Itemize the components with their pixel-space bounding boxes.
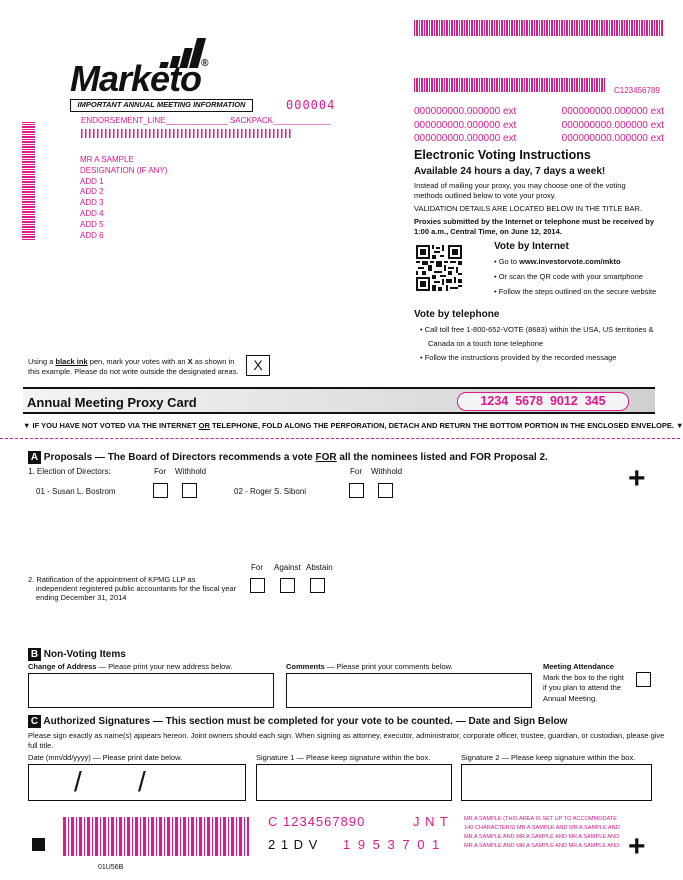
- id-barcode: [414, 78, 606, 92]
- postnet-barcode: [81, 129, 291, 138]
- example-text: pen, mark your votes with an: [87, 357, 188, 366]
- column-for: For: [251, 563, 263, 572]
- attendance-line: Mark the box to the right: [543, 672, 624, 682]
- ext-value: 000000000.000000 ext: [561, 119, 664, 131]
- example-black-ink: black ink: [55, 357, 88, 366]
- example-text: as shown in: [192, 357, 235, 366]
- ext-values: [414, 105, 664, 146]
- internet-step: • Or scan the QR code with your smartphone: [494, 272, 643, 281]
- ext-value: 000000000.000000 ext: [414, 106, 517, 117]
- label-rest: — Please print your comments below.: [324, 662, 453, 671]
- footer-code-4: 1 9 5 3 7 0 1: [343, 837, 442, 852]
- date-slash: /: [138, 766, 146, 797]
- voting-deadline-2: 1:00 a.m., Central Time, on June 12, 2014.: [414, 226, 562, 236]
- label-rest: — Please print your new address below.: [96, 662, 233, 671]
- meeting-info-label: IMPORTANT ANNUAL MEETING INFORMATION: [70, 99, 253, 112]
- section-letter: A: [28, 451, 41, 464]
- address-line: ADD 4: [80, 208, 104, 218]
- address-line: ADD 3: [80, 198, 104, 208]
- voting-deadline-1: Proxies submitted by the Internet or telephone must be received by: [414, 217, 655, 226]
- address-line: ADD 5: [80, 219, 104, 229]
- fold-notice-or: OR: [198, 421, 210, 430]
- proxy-title-bar: [23, 387, 655, 414]
- vote-by-internet: [494, 241, 674, 296]
- logo: [70, 58, 207, 100]
- signature-2-input[interactable]: [461, 764, 652, 801]
- phone-step: • Call toll free 1-800-652-VOTE (8683) within the USA, US territories &: [420, 325, 654, 334]
- footer-sample-line: 140 CHARACTERS) MR A SAMPLE AND MR A SAMPLE AND: [464, 825, 620, 831]
- section-a-header: [28, 451, 548, 464]
- section-a-title: all the nominees listed and FOR Proposal 2.: [336, 452, 548, 463]
- internet-step: • Follow the steps outlined on the secure website: [494, 287, 657, 296]
- footer-sample-text: [464, 815, 620, 851]
- attendance-line: Annual Meeting.: [543, 693, 598, 703]
- sequence-number: 000004: [286, 98, 336, 112]
- nominee-1-withhold-checkbox[interactable]: [182, 483, 197, 498]
- comments-input[interactable]: [286, 673, 532, 708]
- nominee-name: 01 - Susan L. Bostrom: [36, 487, 116, 496]
- voting-title: Electronic Voting Instructions: [414, 148, 591, 162]
- nominee-2-for-checkbox[interactable]: [349, 483, 364, 498]
- ext-value: 000000000.000000 ext: [561, 106, 664, 117]
- example-instructions: [28, 357, 239, 377]
- qr-code-icon: [416, 245, 462, 291]
- endorsement-line: ENDORSEMENT_LINE______________ SACKPACK_____________: [81, 116, 331, 125]
- registration-plus-mark: +: [628, 462, 646, 495]
- internet-url[interactable]: www.investorvote.com/mkto: [519, 257, 621, 266]
- change-of-address-label: [28, 662, 232, 671]
- mailing-address: [80, 155, 167, 241]
- footer-sample-line: MR A SAMPLE (THIS AREA IS SET UP TO ACCOMMODATE: [464, 816, 618, 822]
- address-line: ADD 1: [80, 176, 104, 186]
- fold-notice-text: TELEPHONE, FOLD ALONG THE PERFORATION, DETACH AND RETURN THE BOTTOM PORTION IN THE ENCLOSED ENVELOPE.: [209, 421, 674, 430]
- fold-notice: [23, 421, 683, 430]
- column-withhold: Withhold: [175, 467, 207, 476]
- attendance-line: if you plan to attend the: [543, 683, 621, 692]
- nominee-1-for-checkbox[interactable]: [153, 483, 168, 498]
- footer-code-3: 2 1 D V: [268, 837, 319, 852]
- ext-value: 000000000.000000 ext: [414, 133, 517, 144]
- column-for: For: [154, 467, 166, 476]
- example-mark-box: X: [246, 355, 270, 376]
- form-id: 01U56B: [98, 864, 124, 871]
- footer-code-2: J N T: [413, 814, 449, 829]
- top-barcode: [414, 20, 664, 36]
- label-bold: Change of Address: [28, 662, 97, 671]
- voting-instead-2: methods outlined below to vote your proxy.: [414, 190, 557, 200]
- signature-instructions: [28, 731, 665, 750]
- control-number: 1234 5678 9012 345: [457, 392, 629, 411]
- ext-value: 000000000.000000 ext: [414, 119, 517, 131]
- phone-step: • Follow the instructions provided by the recorded message: [420, 353, 617, 362]
- signature-1-input[interactable]: [256, 764, 452, 801]
- change-of-address-input[interactable]: [28, 673, 274, 708]
- triangle-down-icon: ▼: [23, 421, 33, 430]
- signature-instructions-line: Please sign exactly as name(s) appears hereon. Joint owners should each sign. When signing as attorney, executor, administrator, corporate officer, trustee, guardian, or custodian, please give: [28, 731, 665, 740]
- signature-2-label: Signature 2 — Please keep signature within the box.: [461, 753, 636, 762]
- fold-notice-text: IF YOU HAVE NOT VOTED VIA THE INTERNET: [32, 421, 199, 430]
- section-c-header: [28, 715, 567, 728]
- column-against: Against: [274, 563, 301, 572]
- column-abstain: Abstain: [306, 563, 333, 572]
- meeting-attendance: [543, 662, 624, 704]
- signature-1-label: Signature 1 — Please keep signature within the box.: [256, 753, 431, 762]
- registration-plus-mark: +: [628, 830, 646, 863]
- vote-by-telephone: [414, 309, 676, 362]
- nominee-2-withhold-checkbox[interactable]: [378, 483, 393, 498]
- voting-validation: VALIDATION DETAILS ARE LOCATED BELOW IN THE TITLE BAR.: [414, 204, 642, 213]
- footer-sample-line: MR A SAMPLE AND MR A SAMPLE AND MR A SAMPLE AND: [464, 843, 620, 849]
- logo-text: Marketo: [70, 58, 202, 99]
- column-withhold: Withhold: [371, 467, 403, 476]
- section-a-title: Proposals — The Board of Directors recommends a vote: [43, 452, 316, 463]
- phone-step: Canada on a touch tone telephone: [428, 339, 544, 348]
- bottom-barcode: [63, 817, 249, 856]
- section-letter: C: [28, 715, 41, 728]
- label-bold: Comments: [286, 662, 325, 671]
- footer-code-1: C 1234567890: [268, 814, 366, 829]
- section-c-title: Authorized Signatures — This section must be completed for your vote to be counted. — Date and Sign Below: [43, 716, 568, 727]
- address-line: DESIGNATION (IF ANY): [80, 165, 168, 175]
- triangle-down-icon: ▼: [673, 421, 683, 430]
- address-line: ADD 6: [80, 230, 104, 240]
- meeting-attendance-checkbox[interactable]: [636, 672, 651, 687]
- voting-instead-1: Instead of mailing your proxy, you may choose one of the voting: [414, 181, 626, 190]
- nominee-name: 02 - Roger S. Siboni: [234, 487, 307, 496]
- registration-square: [32, 838, 45, 851]
- perforation-line: [0, 438, 680, 439]
- date-label: Date (mm/dd/yyyy) — Please print date below.: [28, 753, 183, 762]
- voting-deadline: [414, 217, 664, 236]
- proposal-2-line: ending December 31, 2014: [36, 593, 127, 602]
- section-b-title: Non-Voting Items: [43, 649, 126, 660]
- example-x: X: [187, 357, 193, 366]
- section-a-title-for: FOR: [315, 452, 337, 463]
- voting-available: Available 24 hours a day, 7 days a week!: [414, 166, 606, 177]
- section-b-header: [28, 648, 126, 661]
- signature-instructions-line: full title.: [28, 740, 54, 750]
- voting-instructions: [414, 148, 664, 236]
- address-line: MR A SAMPLE: [80, 155, 134, 164]
- election-label: 1. Election of Directors:: [28, 467, 111, 476]
- proposal-2-against-checkbox[interactable]: [280, 578, 295, 593]
- column-for: For: [350, 467, 362, 476]
- logo-reg: ®: [201, 58, 208, 69]
- example-text: Using a: [28, 357, 56, 366]
- proposal-2-line: independent registered public accountants for the fiscal year: [36, 584, 237, 593]
- date-slash: /: [74, 766, 82, 797]
- proxy-title: Annual Meeting Proxy Card: [27, 395, 197, 410]
- internet-step-text: • Go to: [494, 257, 520, 266]
- proposal-2-text: [28, 575, 236, 602]
- comments-label: [286, 662, 453, 671]
- proposal-2-line: 2. Ratification of the appointment of KPMG LLP as: [28, 575, 196, 584]
- footer-sample-line: MR A SAMPLE AND MR A SAMPLE AND MR A SAMPLE AND: [464, 834, 620, 840]
- phone-title: Vote by telephone: [414, 309, 500, 320]
- example-text-2: this example. Please do not write outside the designated areas.: [28, 367, 239, 376]
- internet-step: [494, 257, 674, 266]
- ext-value: 000000000.000000 ext: [561, 133, 664, 144]
- section-letter: B: [28, 648, 41, 661]
- barcode-id: C123456789: [614, 86, 660, 95]
- internet-title: Vote by Internet: [494, 241, 569, 252]
- attendance-title: Meeting Attendance: [543, 662, 614, 671]
- proposal-2-abstain-checkbox[interactable]: [310, 578, 325, 593]
- address-line: ADD 2: [80, 187, 104, 197]
- proposal-2-for-checkbox[interactable]: [250, 578, 265, 593]
- side-barcode: [22, 122, 35, 240]
- date-input[interactable]: [28, 764, 246, 801]
- voting-instead: [414, 181, 664, 200]
